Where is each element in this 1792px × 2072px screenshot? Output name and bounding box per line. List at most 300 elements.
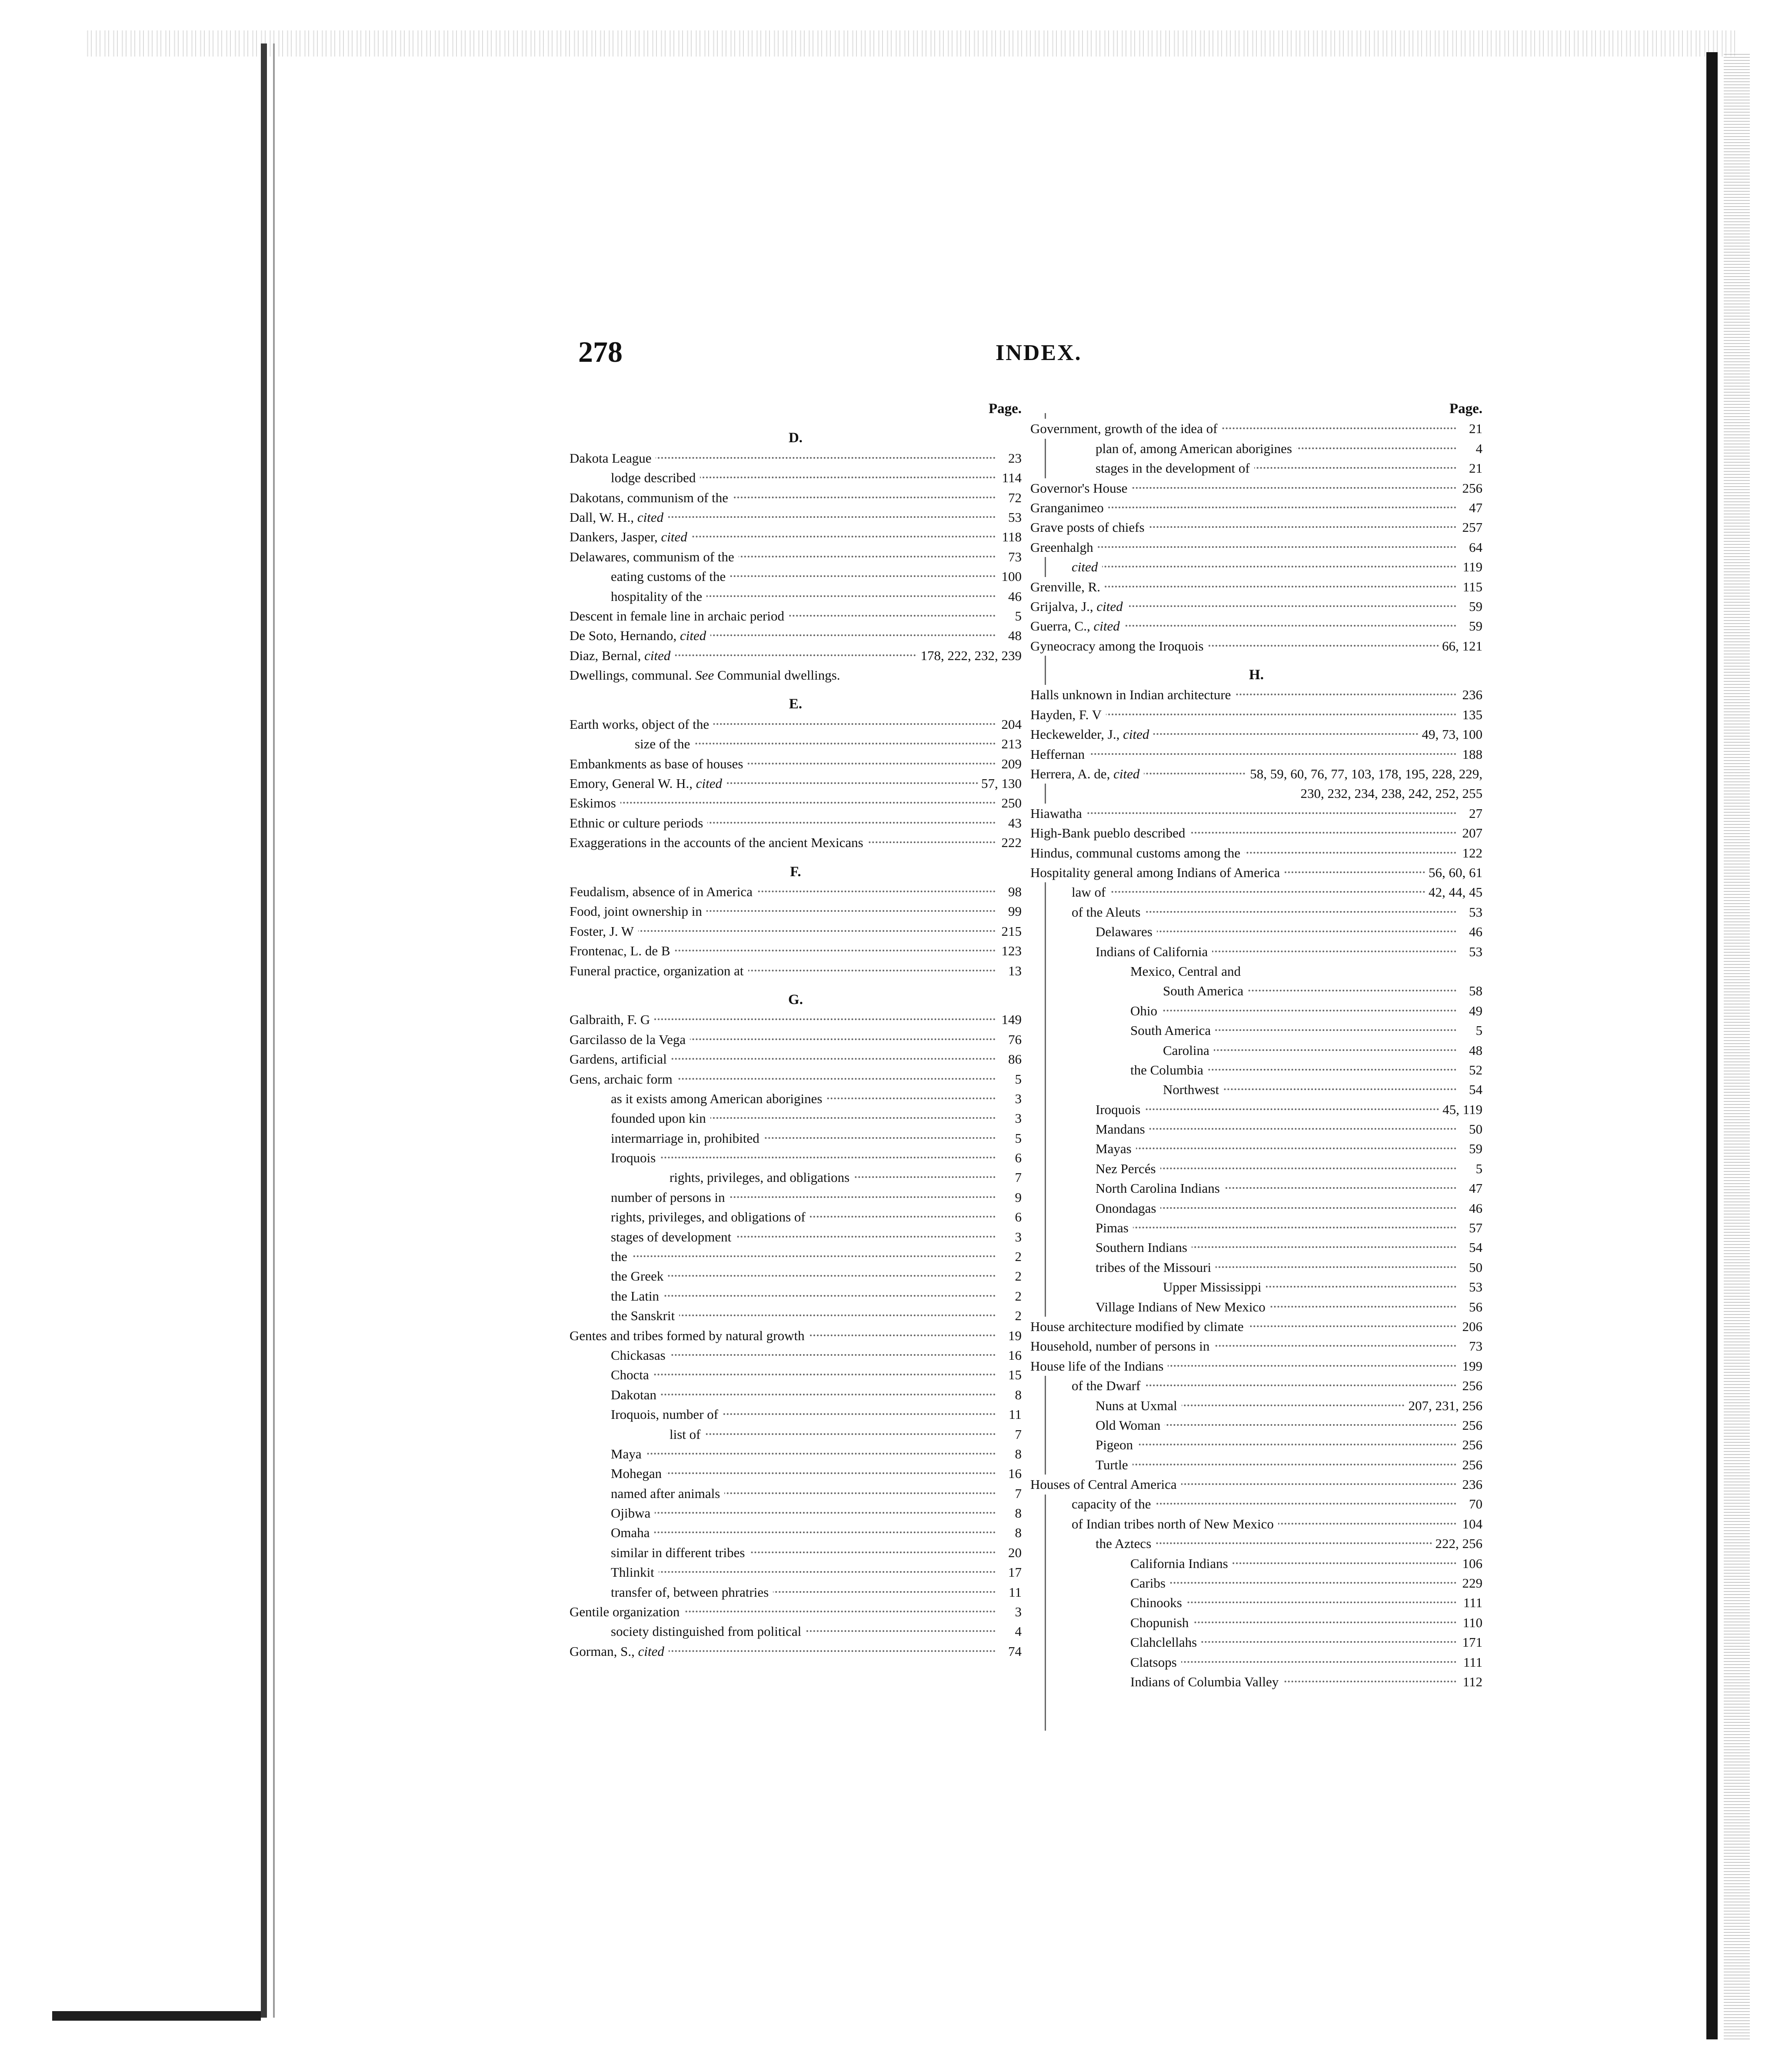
page-reference: 76 [1005,1030,1022,1049]
index-entry [1030,1139,1482,1158]
page-reference: 4 [1472,439,1483,458]
dot-leader [620,1295,996,1297]
index-term: Mandans [1096,1119,1149,1139]
page-reference: 114 [999,468,1022,487]
index-term: Turtle [1096,1455,1132,1475]
page-reference: 86 [1005,1049,1022,1069]
index-term: Funeral practice, organization at [570,961,748,981]
index-entry [570,754,1022,774]
dot-leader [1172,1049,1456,1051]
index-entry [1030,478,1482,498]
index-term: Northwest [1163,1080,1223,1099]
index-term: stages of development [611,1227,736,1247]
letter-heading: E. [789,696,803,712]
page-reference: 45, 119 [1439,1100,1482,1119]
page-reference: 199 [1459,1356,1483,1376]
index-term: Nez Percés [1096,1159,1160,1178]
index-entry [570,1148,1022,1168]
index-entry [570,1425,1022,1444]
page-title: INDEX. [996,340,1082,365]
page-reference: 3 [1012,1602,1022,1622]
index-term: Hayden, F. V [1030,705,1106,724]
index-term: Carolina [1163,1041,1214,1060]
index-term: Foster, J. W [570,921,638,941]
index-entry [570,1266,1022,1286]
index-term: intermarriage in, prohibited [611,1128,764,1148]
page-reference: 49 [1466,1001,1482,1021]
index-entry [1030,1672,1482,1692]
page-reference: 204 [998,714,1022,734]
index-term: Mexico, Central and [1130,961,1245,981]
index-term: Granganimeo [1030,498,1108,517]
page-reference: 206 [1459,1317,1483,1336]
index-entry [570,1069,1022,1089]
page-reference: 54 [1466,1238,1482,1257]
index-term: Chinooks [1130,1593,1186,1612]
index-term: Hindus, communal customs among the [1030,843,1245,863]
dot-leader [620,1531,996,1533]
index-entry [1030,1060,1482,1080]
index-entry [1030,498,1482,517]
page-reference: 49, 73, 100 [1419,724,1483,744]
index-entry [570,1286,1022,1306]
page-reference: 74 [1005,1642,1022,1661]
page-reference: 5 [1012,1128,1022,1148]
index-entry [570,1444,1022,1464]
index-entry [1030,902,1482,922]
index-term: Thlinkit [611,1562,659,1582]
page-reference: 47 [1466,1178,1482,1198]
index-term: of the Dwarf [1072,1376,1145,1395]
index-entry [1030,744,1482,764]
page-reference: 50 [1466,1119,1482,1139]
index-entry [1030,458,1482,478]
index-entry [1030,685,1482,704]
dot-leader [620,1157,996,1158]
index-term: Houses of Central America [1030,1475,1181,1494]
index-term: Halls unknown in Indian architecture [1030,685,1235,704]
index-entry [570,1247,1022,1266]
page-reference: 48 [1005,626,1022,645]
page-reference: 111 [1460,1593,1482,1612]
index-entry [570,1188,1022,1207]
page-reference: 53 [1005,507,1022,527]
index-entry [570,665,1022,685]
page-reference: 3 [1012,1227,1022,1247]
scan-right-edge [1706,52,1718,2039]
index-column-left [570,399,1022,1661]
dot-leader [678,1433,996,1435]
dot-leader [620,1453,996,1455]
index-term: Descent in female line in archaic period [570,606,789,626]
index-term: Household, number of persons in [1030,1336,1214,1356]
page-reference: 20 [1005,1543,1022,1562]
index-term: Pigeon [1096,1435,1137,1455]
index-term: South America [1130,1021,1215,1040]
index-term: Heckewelder, J., cited [1030,724,1153,744]
index-entry [570,1602,1022,1622]
index-term: Galbraith, F. G [570,1010,654,1029]
index-term: Hiawatha [1030,804,1086,823]
index-entry [570,714,1022,734]
page-reference: 215 [998,921,1022,941]
page-reference: 118 [999,527,1022,547]
index-entry [1030,1573,1482,1593]
page-reference: 16 [1005,1464,1022,1483]
index-term: Delawares, communism of the [570,547,739,567]
index-term: Caribs [1130,1573,1170,1593]
dot-leader [1039,546,1456,548]
index-term: Dakota League [570,448,656,468]
index-entry [1030,1277,1482,1297]
page-reference: 256 [1459,1455,1483,1475]
index-term: hospitality of the [611,587,706,606]
index-entry [1030,1218,1482,1238]
letter-heading: F. [790,864,801,880]
scan-binding-edge [261,43,267,2018]
dot-leader [578,930,996,932]
index-entry [570,734,1022,754]
page-reference: 7 [1012,1484,1022,1503]
scan-right-edge-texture [1724,52,1750,2039]
index-entry [1030,804,1482,823]
dot-leader [1104,1464,1456,1465]
page-reference: 11 [1005,1582,1022,1602]
dot-leader [620,1374,996,1375]
page-reference: 250 [998,793,1022,813]
index-entry [1030,1455,1482,1475]
index-entry [1030,1198,1482,1218]
index-term: Upper Mississippi [1163,1277,1266,1297]
index-term: Earth works, object of the [570,714,713,734]
index-term: rights, privileges, and obligations of [611,1207,810,1227]
page-reference: 112 [1459,1672,1482,1692]
index-term: Maya [611,1444,646,1464]
index-entry [1030,1336,1482,1356]
index-term: Gyneocracy among the Iroquois [1030,636,1208,656]
index-term: Southern Indians [1096,1238,1192,1257]
page-reference: 106 [1459,1554,1483,1573]
index-entry [1030,1119,1482,1139]
page-reference: 19 [1005,1326,1022,1345]
index-term: Food, joint ownership in [570,901,706,921]
page-reference: 171 [1459,1632,1483,1652]
page-reference: 64 [1466,537,1482,557]
index-term: Ohio [1130,1001,1162,1021]
index-term: North Carolina Indians [1096,1178,1224,1198]
page-reference: 123 [998,941,1022,961]
index-term: the Columbia [1130,1060,1208,1080]
index-entry [570,507,1022,527]
index-term: Ojibwa [611,1503,655,1523]
page-reference: 46 [1466,1198,1482,1218]
page-reference: 4 [1012,1622,1022,1641]
page-reference: 43 [1005,813,1022,833]
index-entry [1030,1100,1482,1119]
page-reference: 2 [1012,1247,1022,1266]
index-entry [570,941,1022,961]
index-term: Iroquois [611,1148,660,1168]
page-reference: 46 [1466,922,1482,941]
index-term: Clatsops [1130,1652,1181,1672]
index-entry [570,1227,1022,1247]
page-reference: 8 [1012,1523,1022,1542]
dot-leader [1104,1128,1456,1130]
dot-leader [1139,1661,1456,1663]
index-entry [1030,981,1482,1001]
index-term: Chopunish [1130,1613,1193,1632]
page-reference: 3 [1012,1108,1022,1128]
index-entry [1030,1632,1482,1652]
dot-leader [620,1275,996,1277]
index-entry [1030,1435,1482,1455]
index-term: Nuns at Uxmal [1096,1396,1182,1415]
index-term: the [611,1247,632,1266]
index-entry [1030,1041,1482,1060]
index-term: Dall, W. H., cited [570,507,668,527]
index-entry [1030,517,1482,537]
page-reference: 42, 44, 45 [1425,882,1482,902]
index-entry [570,1089,1022,1108]
page-reference: 21 [1466,458,1482,478]
dot-leader [1104,931,1456,932]
index-term: Feudalism, absence of in America [570,882,757,901]
index-term: Village Indians of New Mexico [1096,1297,1270,1317]
dot-leader [620,1571,996,1573]
index-term: as it exists among American aborigines [611,1089,826,1108]
page-reference: 207 [1459,823,1483,843]
page-reference: 66, 121 [1439,636,1482,656]
index-entry [1030,419,1482,438]
index-term: Garcilasso de la Vega [570,1030,690,1049]
index-term: Dankers, Jasper, cited [570,527,692,547]
index-entry [570,1326,1022,1345]
index-entry [570,1464,1022,1483]
index-entry [1030,1475,1482,1494]
index-term: transfer of, between phratries [611,1582,773,1602]
index-term: Emory, General W. H., cited [570,774,726,793]
index-term: Greenhalgh [1030,537,1098,557]
page-reference: 48 [1466,1041,1482,1060]
index-term: Chickasas [611,1345,670,1365]
index-term: Old Woman [1096,1415,1165,1435]
index-entry [570,1207,1022,1227]
index-term: society distinguished from political [611,1622,806,1641]
page-reference: 99 [1005,901,1022,921]
index-entry [1030,1415,1482,1435]
index-entry [570,1405,1022,1424]
index-entry [1030,942,1482,961]
index-entry [570,1049,1022,1069]
index-entry [570,793,1022,813]
page-reference: 2 [1012,1286,1022,1306]
index-entry [1030,439,1482,458]
page-reference: 53 [1466,1277,1482,1297]
page-reference: 257 [1459,517,1483,537]
index-entry [570,1128,1022,1148]
index-entry [1030,863,1482,882]
page-reference: 56, 60, 61 [1425,863,1482,882]
index-term: Onondagas [1096,1198,1160,1218]
index-entry [570,1503,1022,1523]
index-entry [570,1385,1022,1405]
index-term: law of [1072,882,1110,902]
dot-leader [578,802,996,804]
page-reference: 209 [998,754,1022,774]
page-reference: 230, 232, 234, 238, 242, 252, 255 [1297,784,1483,803]
dot-leader [1104,1148,1456,1149]
index-entry [570,448,1022,468]
page-reference: 222 [998,833,1022,852]
index-term: number of persons in [611,1188,729,1207]
page-reference: 8 [1012,1385,1022,1405]
index-entry [570,488,1022,507]
index-entry [570,587,1022,606]
page-reference: 8 [1012,1503,1022,1523]
index-entry [570,527,1022,547]
dot-leader [1139,1582,1456,1584]
index-entry [1030,1494,1482,1514]
index-entry [1030,1080,1482,1099]
index-entry [1030,1376,1482,1395]
page-reference: 73 [1466,1336,1482,1356]
index-entry [1030,1159,1482,1178]
page-reference: 2 [1012,1266,1022,1286]
index-entry [1030,1514,1482,1534]
page-reference: 23 [1005,448,1022,468]
dot-leader [620,1354,996,1356]
index-entry [570,567,1022,586]
page-reference: 7 [1012,1425,1022,1444]
page-reference: 2 [1012,1306,1022,1325]
index-entry [570,606,1022,626]
index-term: lodge described [611,468,700,487]
page-reference: 53 [1466,902,1482,922]
scan-binding-edge-shadow [273,43,275,2018]
index-entry [570,833,1022,852]
page-reference: 8 [1012,1444,1022,1464]
page-reference: 16 [1005,1345,1022,1365]
index-term: of Indian tribes north of New Mexico [1072,1514,1278,1534]
index-term: Iroquois [1096,1100,1145,1119]
dot-leader [1104,1108,1456,1110]
page-reference: 15 [1005,1365,1022,1385]
index-entry [1030,1613,1482,1632]
index-entry [570,1168,1022,1187]
index-entry [570,468,1022,487]
index-term: capacity of the [1072,1494,1155,1514]
page-reference: 104 [1459,1514,1483,1534]
page-reference: 59 [1466,597,1482,616]
page-reference: 73 [1005,547,1022,567]
index-term: Grijalva, J., cited [1030,597,1127,616]
index-term: Grenville, R. [1030,577,1105,597]
index-term: Gens, archaic form [570,1069,677,1089]
dot-leader [1104,1542,1456,1544]
page-reference: 47 [1466,498,1482,517]
index-entry [1030,705,1482,724]
index-entry [570,882,1022,901]
dot-leader [1039,812,1456,814]
index-entry [570,1345,1022,1365]
index-term: eating customs of the [611,567,730,586]
index-term: High-Bank pueblo described [1030,823,1189,843]
index-entry [570,901,1022,921]
index-term: Frontenac, L. de B [570,941,675,961]
page-reference: 256 [1459,1376,1483,1395]
page-reference: 13 [1005,961,1022,981]
index-term: similar in different tribes [611,1543,749,1562]
index-entry [1030,724,1482,744]
page-reference: 98 [1005,882,1022,901]
page-reference: 222, 256 [1432,1534,1483,1553]
index-entry [570,774,1022,793]
page-reference: 56 [1466,1297,1482,1317]
index-entry [570,1523,1022,1542]
page-column-header: Page. [988,401,1022,417]
index-term: Gentile organization [570,1602,684,1622]
index-entry [1030,1021,1482,1040]
letter-heading: D. [788,430,803,446]
index-entry [1030,616,1482,636]
index-term: Mayas [1096,1139,1136,1158]
index-term: Gentes and tribes formed by natural growth [570,1326,809,1345]
page-reference: 236 [1459,685,1483,704]
dot-leader [1139,1010,1456,1011]
page-reference: 9 [1012,1188,1022,1207]
index-term: Indians of Columbia Valley [1130,1672,1283,1692]
index-entry [1030,1396,1482,1415]
index-entry [570,921,1022,941]
page-reference: 188 [1459,744,1483,764]
index-term: Ethnic or culture periods [570,813,707,833]
page-reference: 6 [1012,1207,1022,1227]
dot-leader [643,743,996,744]
index-term: Indians of California [1096,942,1212,961]
page-reference: 5 [1012,606,1022,626]
index-term: Hospitality general among Indians of America [1030,863,1284,882]
index-entry [1030,1178,1482,1198]
index-term: Gorman, S., cited [570,1642,669,1661]
index-entry [1030,537,1482,557]
index-term: Dwellings, communal. See Communial dwellings. [570,665,845,685]
page-reference: 58 [1466,981,1482,1001]
index-term: Exaggerations in the accounts of the ancient Mexicans [570,833,868,852]
letter-heading: H. [1249,667,1264,683]
index-term: the Aztecs [1096,1534,1156,1553]
index-term: De Soto, Hernando, cited [570,626,710,645]
page-reference: 122 [1459,843,1483,863]
index-term: Grave posts of chiefs [1030,517,1149,537]
index-entry [570,646,1022,665]
index-term: Governor's House [1030,478,1132,498]
page-reference: 5 [1472,1159,1483,1178]
page-reference: 111 [1460,1652,1482,1672]
index-entry [570,1582,1022,1602]
index-term: House architecture modified by climate [1030,1317,1248,1336]
dot-leader [620,1255,996,1257]
page-reference: 46 [1005,587,1022,606]
index-entry [570,1306,1022,1325]
index-term: named after animals [611,1484,724,1503]
page-reference: 59 [1466,1139,1482,1158]
index-term: rights, privileges, and obligations [670,1168,854,1187]
index-term: Pimas [1096,1218,1133,1238]
index-term: Dakotans, communism of the [570,488,733,507]
index-entry [1030,1534,1482,1553]
index-entry [570,1030,1022,1049]
scan-top-noise [87,30,1739,57]
